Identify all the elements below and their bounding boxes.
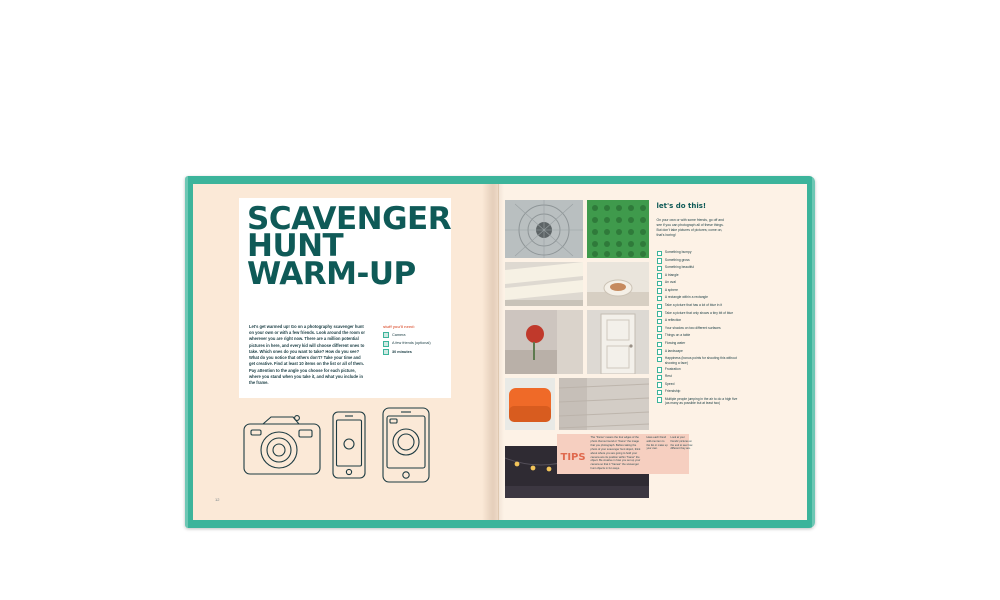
- photo-fabric-texture: [559, 378, 649, 430]
- checklist-item[interactable]: [657, 303, 743, 309]
- page-title: [247, 201, 452, 292]
- checklist-item[interactable]: [657, 273, 743, 279]
- checklist-item-label: Things on a table: [664, 333, 691, 338]
- checkbox-icon[interactable]: [657, 296, 662, 301]
- checklist-item-label: A triangle: [664, 272, 679, 277]
- supplies-item[interactable]: [383, 349, 457, 355]
- checklist-item-label: Take a picture that has a lot of blue in it: [664, 303, 723, 308]
- title-line-2: HUNT: [247, 228, 344, 265]
- device-illustrations: [241, 402, 453, 488]
- camera-app-lens-outer: [393, 429, 419, 455]
- camera-flash: [299, 430, 312, 437]
- checkbox-icon[interactable]: [657, 273, 662, 278]
- checkbox-icon[interactable]: [657, 375, 662, 380]
- tips-label: TIPS: [560, 452, 586, 463]
- checkbox-icon[interactable]: [657, 281, 662, 286]
- camera-app-shutter-icon: [390, 419, 397, 423]
- checkbox-icon[interactable]: [383, 341, 389, 347]
- smartphone-home-button: [346, 469, 351, 474]
- checkbox-icon[interactable]: [657, 288, 662, 293]
- checkbox-icon[interactable]: [383, 332, 389, 338]
- title-line-3: WARM-UP: [247, 255, 416, 292]
- checklist-item[interactable]: [657, 382, 743, 388]
- checklist-item-label: Your shadow on two different surfaces: [664, 325, 721, 330]
- camera-phone-home-button: [403, 472, 409, 478]
- photo-sunlit-stairs: [505, 262, 583, 306]
- supplies-item[interactable]: [383, 332, 457, 338]
- supplies-item-label: 30 minutes: [392, 349, 412, 354]
- checkbox-icon[interactable]: [657, 258, 662, 263]
- checklist-item[interactable]: [657, 280, 743, 286]
- book-spread: [193, 184, 807, 520]
- checklist-item[interactable]: [657, 311, 743, 317]
- tips-note-2: Look at your friends' pictures at the end to see how different they are.: [670, 436, 693, 451]
- checkbox-icon[interactable]: [657, 367, 662, 372]
- checkbox-icon[interactable]: [657, 251, 662, 256]
- checklist-item[interactable]: [657, 265, 743, 271]
- camera-lens-outer: [261, 432, 297, 468]
- camera-lens-inner: [273, 444, 285, 456]
- checklist-item-label: Something beautiful: [664, 265, 695, 270]
- compact-camera-body: [244, 424, 320, 474]
- checklist-item-label: An oval: [664, 280, 676, 285]
- checklist-item[interactable]: [657, 326, 743, 332]
- checkbox-icon[interactable]: [657, 311, 662, 316]
- scavenger-checklist: [657, 250, 743, 407]
- checklist-item[interactable]: [657, 250, 743, 256]
- checkbox-icon[interactable]: [657, 390, 662, 395]
- checklist-item-label: A reflection: [664, 318, 682, 323]
- checklist-item-label: Something bumpy: [664, 250, 692, 254]
- checkbox-icon[interactable]: [657, 397, 662, 402]
- checklist-item[interactable]: [657, 367, 743, 373]
- spine-edge-right: [812, 176, 815, 528]
- spine-edge-left: [185, 176, 188, 528]
- camera-viewfinder: [251, 430, 261, 435]
- checklist-item-label: Rest: [664, 374, 672, 379]
- supplies-title: stuff you'll need:: [383, 324, 415, 329]
- checkbox-icon[interactable]: [657, 334, 662, 339]
- checklist-item-label: A landscape: [664, 348, 683, 353]
- photo-green-lego-studs: [587, 200, 649, 258]
- checkbox-icon[interactable]: [657, 382, 662, 387]
- checklist-item[interactable]: [657, 349, 743, 355]
- checklist-item[interactable]: [657, 374, 743, 380]
- checkbox-icon[interactable]: [657, 266, 662, 271]
- smartphone-screen: [337, 420, 362, 466]
- tips-body: The "frame" means the four edges of the photo that surround or "frame" the image that you photograph. Before taking the photo of your scavenger hunt object, think about where you are going to hold your camera ans its position within "frame" the object. Be creative in how you set up your camera so that it "frames" the scavenger hunt objects in fun ways.: [590, 436, 641, 471]
- checklist-item-label: Something gross: [664, 257, 690, 262]
- tips-note-1: Have each friend add one item to the list or make up your own.: [646, 436, 668, 451]
- section-heading: let's do this!: [656, 202, 707, 210]
- smartphone-body: [333, 412, 365, 478]
- checklist-item-label: Flowing water: [664, 340, 686, 345]
- checkbox-icon[interactable]: [657, 326, 662, 331]
- supplies-item-label: A few friends (optional): [392, 341, 431, 346]
- page-number: 12: [215, 497, 220, 502]
- photo-orange-chair: [505, 378, 555, 430]
- checklist-item[interactable]: [657, 288, 743, 294]
- checklist-item[interactable]: [657, 295, 743, 301]
- intro-paragraph: Let's get warmed up! Go on a photography scavenger hunt on your own or with a few friends. Look around the room or wherever you are right now. There are a million potential pictures in here, and every kid will choose different ones to take. Which ones do you want to take? How do you see? What do you notice that others don't? Take your time and get creative. Find at least 10 items on the list or all of them. Pay attention to the angle you choose for each picture, where you stand when you take it, and what you include in the frame.: [249, 324, 365, 385]
- checklist-item-label: A sphere: [664, 287, 678, 292]
- checklist-item[interactable]: [657, 258, 743, 264]
- checklist-item-label: Friendship: [664, 389, 681, 394]
- checkbox-icon[interactable]: [657, 342, 662, 347]
- right-page: [498, 184, 808, 520]
- checklist-item[interactable]: [657, 389, 743, 395]
- photo-net-ceiling: [505, 200, 583, 258]
- supplies-item-label: Camera: [392, 332, 406, 337]
- checklist-item-label: Multiple people jumping in the air to do a high five (as many as possible but at least two): [664, 396, 738, 406]
- photo-red-flower: [505, 310, 583, 374]
- checkbox-icon[interactable]: [657, 304, 662, 309]
- checklist-item-label: Speed: [664, 381, 675, 386]
- camera-app-lens-inner: [398, 434, 414, 450]
- checklist-item-label: A rectangle within a rectangle: [664, 295, 708, 300]
- supplies-box: [383, 324, 457, 358]
- left-page: [193, 184, 498, 520]
- checklist-item[interactable]: [657, 318, 743, 324]
- checklist-item[interactable]: [657, 333, 743, 339]
- camera-top-plate: [263, 417, 299, 424]
- supplies-item[interactable]: [383, 341, 457, 347]
- checklist-item-label: Frustration: [664, 366, 681, 371]
- photo-bowl-on-table: [587, 262, 649, 306]
- camera-lens-mid: [267, 438, 291, 462]
- section-intro: On your own or with some friends, go off and see if you can photograph all of these things. But don't take pictures of pictures; come on, that's boring!: [656, 218, 724, 237]
- checkbox-icon[interactable]: [657, 357, 662, 362]
- checklist-item-label: Take a picture that only shows a tiny bit of blue: [664, 310, 734, 315]
- checkbox-icon[interactable]: [657, 349, 662, 354]
- checklist-item-label: Happiness (bonus points for shooting this without showing a face): [664, 356, 737, 365]
- smartphone-screen-dot: [344, 439, 354, 449]
- photo-white-door: [587, 310, 649, 374]
- checklist-item[interactable]: [657, 397, 743, 406]
- open-book: [185, 176, 815, 528]
- title-line-1: SCAVENGER: [247, 201, 452, 237]
- checklist-item[interactable]: [657, 356, 743, 365]
- shutter-button: [295, 416, 300, 421]
- checkbox-icon[interactable]: [383, 349, 389, 355]
- checkbox-icon[interactable]: [657, 319, 662, 324]
- checklist-item[interactable]: [657, 341, 743, 347]
